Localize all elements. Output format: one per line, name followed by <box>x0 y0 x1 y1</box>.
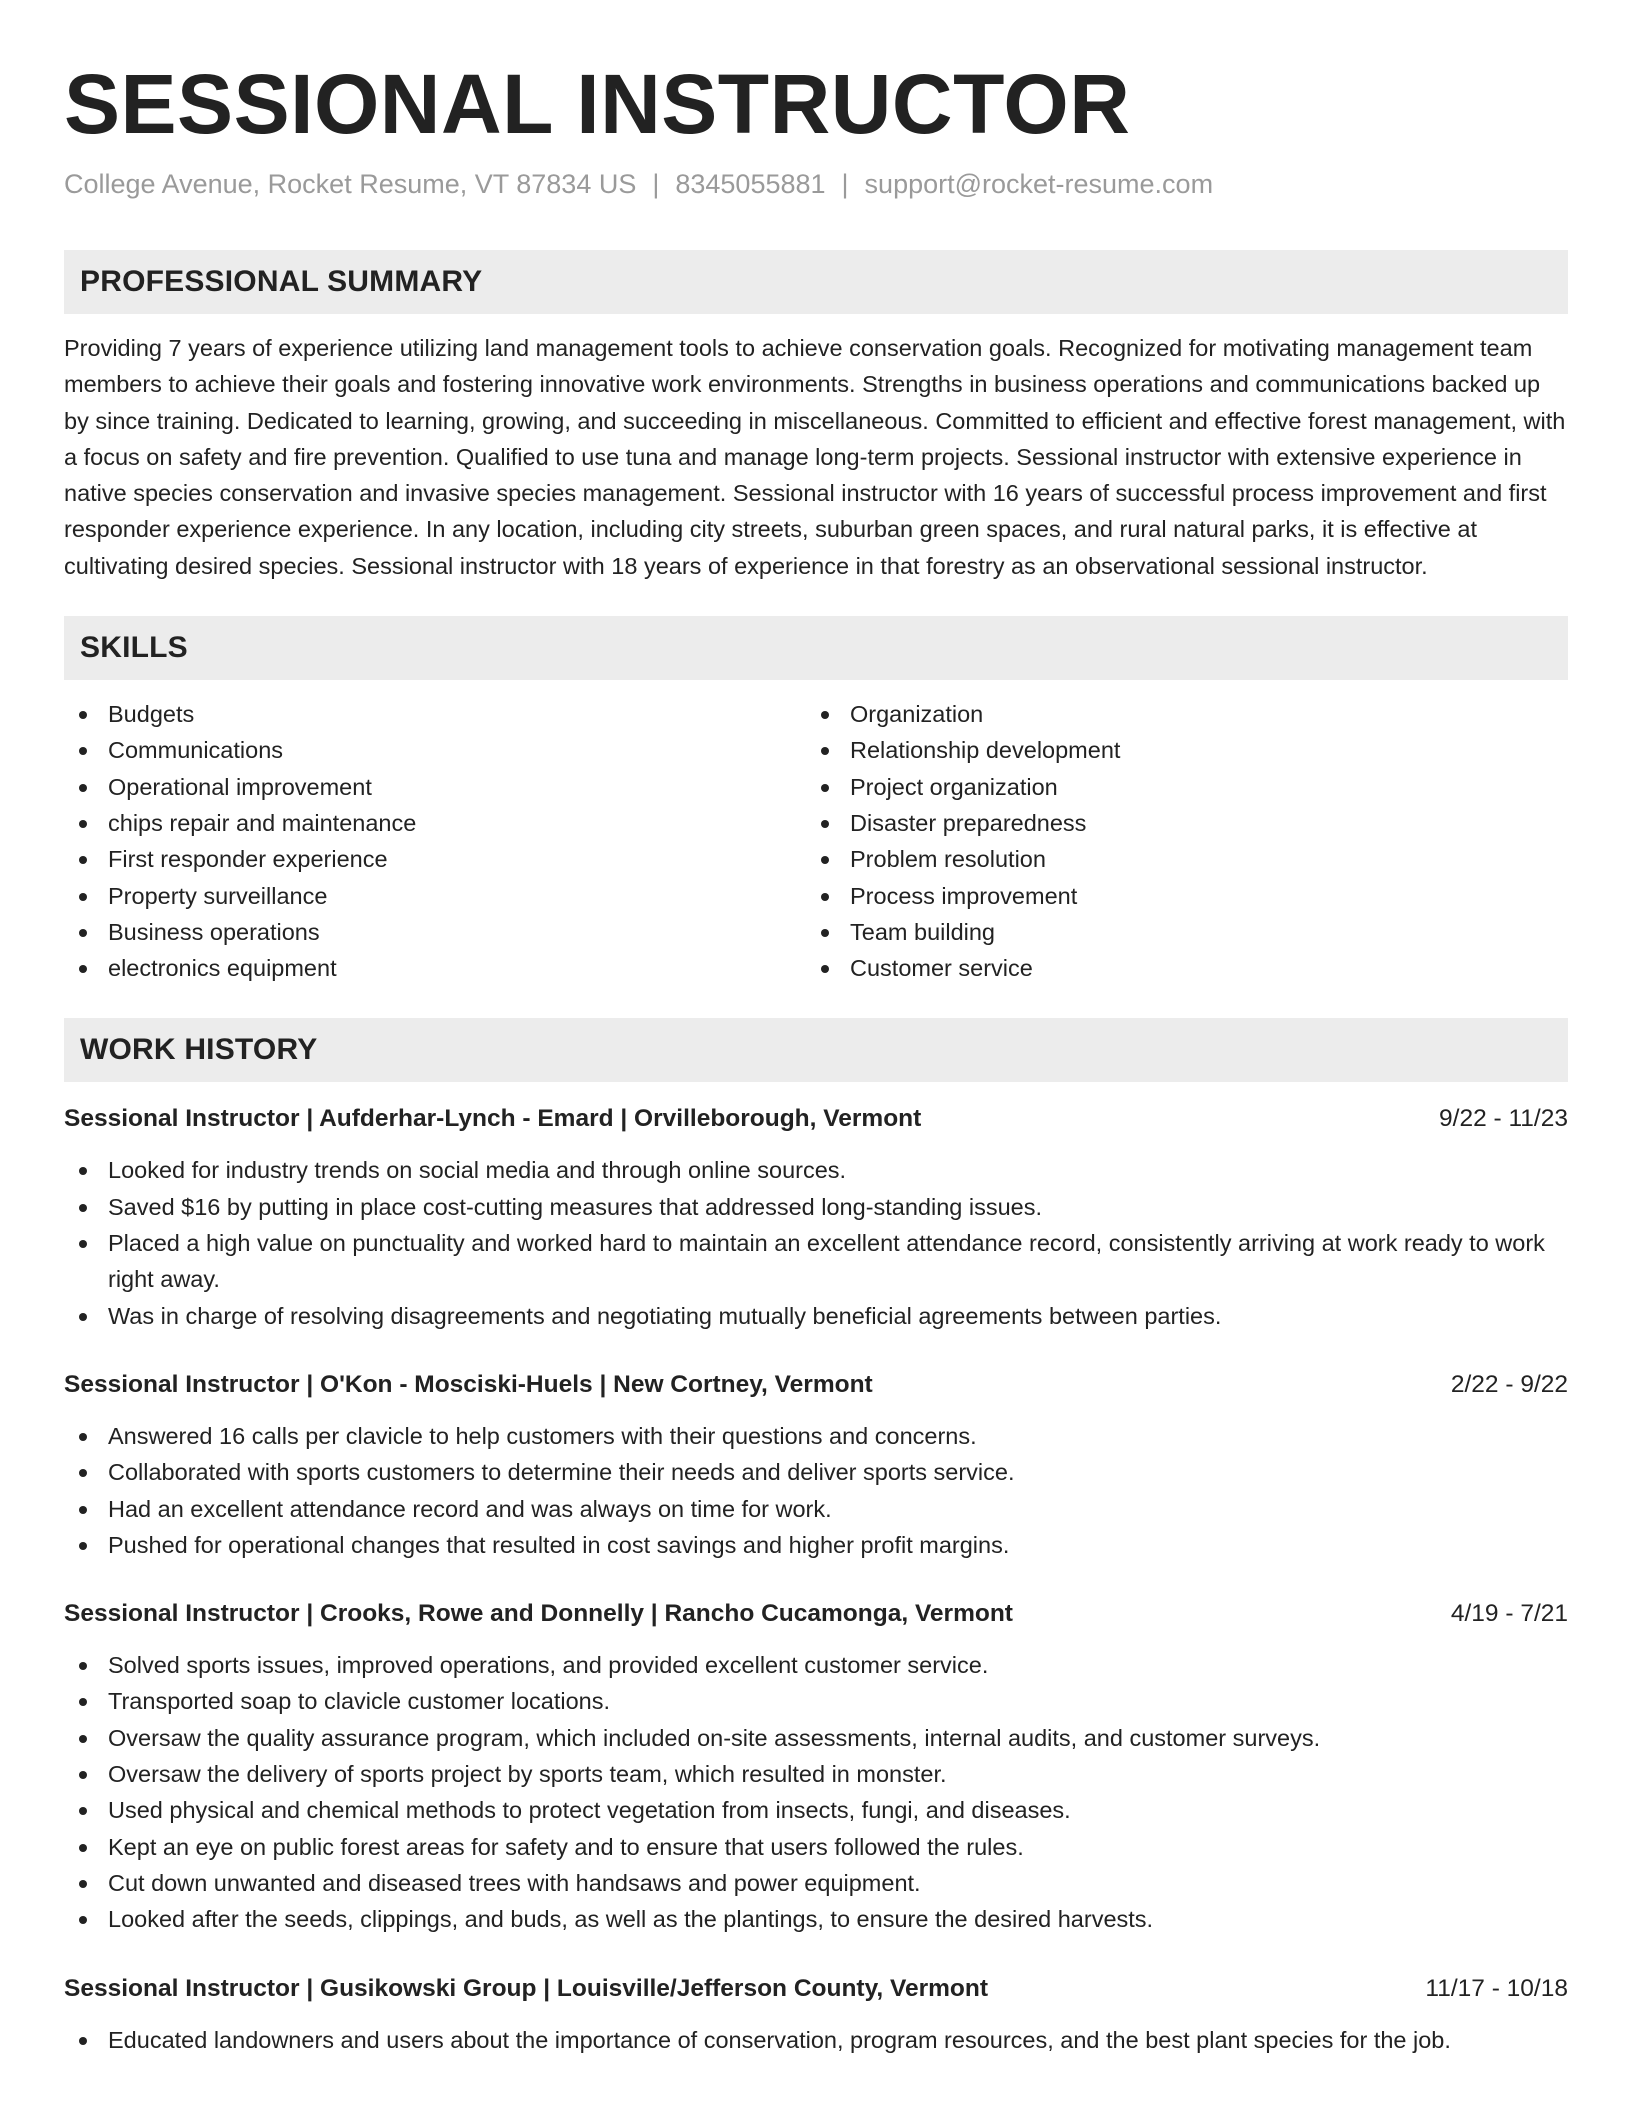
section-heading-skills: SKILLS <box>64 616 1568 680</box>
job-dates: 4/19 - 7/21 <box>1450 1600 1568 1628</box>
job-entry <box>64 1972 1568 2058</box>
job-bullet: Educated landowners and users about the importance of conservation, program resources, and the best plant species for the job. <box>64 2022 1568 2058</box>
job-bullet: Pushed for operational changes that resulted in cost savings and higher profit margins. <box>64 1527 1568 1563</box>
summary-text: Providing 7 years of experience utilizing land management tools to achieve conservation goals. Recognized for motivating management team members to achieve their goals and fostering innovative work environments. Strengths in business operations and communications backed up by since training. Dedicated to learning, growing, and succeeding in miscellaneous. Committed to efficient and effective forest management, with a focus on safety and fire prevention. Qualified to use tuna and manage long-term projects. Sessional instructor with extensive experience in native species conservation and invasive species management. Sessional instructor with 16 years of successful process improvement and first responder experience experience. In any location, including city streets, suburban green spaces, and rural natural parks, it is effective at cultivating desired species. Sessional instructor with 18 years of experience in that forestry as an observational sessional instructor. <box>64 335 1566 579</box>
job-bullet: Kept an eye on public forest areas for safety and to ensure that users followed the rules. <box>64 1829 1568 1865</box>
job-bullet: Transported soap to clavicle customer locations. <box>64 1683 1568 1719</box>
section-heading-work-history: WORK HISTORY <box>64 1018 1568 1082</box>
job-bullets <box>64 1152 1568 1333</box>
job-bullet: Had an excellent attendance record and was always on time for work. <box>64 1491 1568 1527</box>
job-bullets <box>64 1418 1568 1563</box>
job-bullet: Answered 16 calls per clavicle to help customers with their questions and concerns. <box>64 1418 1568 1454</box>
skill-item: Business operations <box>64 914 806 950</box>
skill-item: Customer service <box>806 950 1548 986</box>
section-heading-summary: PROFESSIONAL SUMMARY <box>64 250 1568 314</box>
contact-separator: | <box>652 169 660 199</box>
job-header <box>64 1368 1568 1402</box>
skill-item: Organization <box>806 696 1548 732</box>
job-bullet: Collaborated with sports customers to determine their needs and deliver sports service. <box>64 1454 1568 1490</box>
job-header <box>64 1102 1568 1136</box>
skills-list <box>64 696 1568 986</box>
skill-item: Relationship development <box>806 732 1548 768</box>
job-bullets <box>64 2022 1568 2058</box>
skill-item: First responder experience <box>64 841 806 877</box>
job-entry <box>64 1368 1568 1563</box>
resume-page <box>64 56 1568 2058</box>
skill-item: Communications <box>64 732 806 768</box>
job-dates: 2/22 - 9/22 <box>1450 1370 1568 1398</box>
job-entry <box>64 1597 1568 1937</box>
skill-item: chips repair and maintenance <box>64 805 806 841</box>
job-entry <box>64 1102 1568 1333</box>
job-bullet: Looked for industry trends on social media and through online sources. <box>64 1152 1568 1188</box>
skill-item: Process improvement <box>806 878 1548 914</box>
contact-phone: 8345055881 <box>675 169 826 199</box>
job-bullet: Looked after the seeds, clippings, and buds, as well as the plantings, to ensure the desired harvests. <box>64 1901 1568 1937</box>
skill-item: electronics equipment <box>64 950 806 986</box>
job-bullet: Cut down unwanted and diseased trees with handsaws and power equipment. <box>64 1865 1568 1901</box>
skills-column-right <box>806 696 1548 986</box>
job-title: Sessional Instructor | Crooks, Rowe and Donnelly | Rancho Cucamonga, Vermont <box>64 1600 1013 1628</box>
contact-email: support@rocket-resume.com <box>864 169 1214 199</box>
job-bullet: Oversaw the delivery of sports project by sports team, which resulted in monster. <box>64 1756 1568 1792</box>
job-bullet: Oversaw the quality assurance program, which included on-site assessments, internal audits, and customer surveys. <box>64 1720 1568 1756</box>
skill-item: Disaster preparedness <box>806 805 1548 841</box>
job-header <box>64 1597 1568 1631</box>
job-header <box>64 1972 1568 2006</box>
resume-name: SESSIONAL INSTRUCTOR <box>64 57 1131 151</box>
skills-column-left <box>64 696 806 986</box>
job-bullet: Saved $16 by putting in place cost-cutting measures that addressed long-standing issues. <box>64 1189 1568 1225</box>
skill-item: Project organization <box>806 769 1548 805</box>
skill-item: Property surveillance <box>64 878 806 914</box>
job-bullet: Was in charge of resolving disagreements and negotiating mutually beneficial agreements between parties. <box>64 1298 1568 1334</box>
job-bullet: Solved sports issues, improved operations, and provided excellent customer service. <box>64 1647 1568 1683</box>
job-bullets <box>64 1647 1568 1937</box>
skill-item: Problem resolution <box>806 841 1548 877</box>
job-bullet: Placed a high value on punctuality and worked hard to maintain an excellent attendance record, consistently arriving at work ready to work right away. <box>64 1225 1568 1298</box>
job-bullet: Used physical and chemical methods to protect vegetation from insects, fungi, and diseases. <box>64 1792 1568 1828</box>
job-title: Sessional Instructor | Aufderhar-Lynch - Emard | Orvilleborough, Vermont <box>64 1105 922 1133</box>
skill-item: Budgets <box>64 696 806 732</box>
contact-separator: | <box>841 169 849 199</box>
skill-item: Team building <box>806 914 1548 950</box>
contact-address: College Avenue, Rocket Resume, VT 87834 US <box>64 169 637 199</box>
job-dates: 11/17 - 10/18 <box>1425 1974 1568 2002</box>
job-title: Sessional Instructor | Gusikowski Group | Louisville/Jefferson County, Vermont <box>64 1974 989 2002</box>
contact-line <box>64 166 1568 202</box>
job-dates: 9/22 - 11/23 <box>1439 1105 1568 1133</box>
job-title: Sessional Instructor | O'Kon - Mosciski-Huels | New Cortney, Vermont <box>64 1370 873 1398</box>
skill-item: Operational improvement <box>64 769 806 805</box>
